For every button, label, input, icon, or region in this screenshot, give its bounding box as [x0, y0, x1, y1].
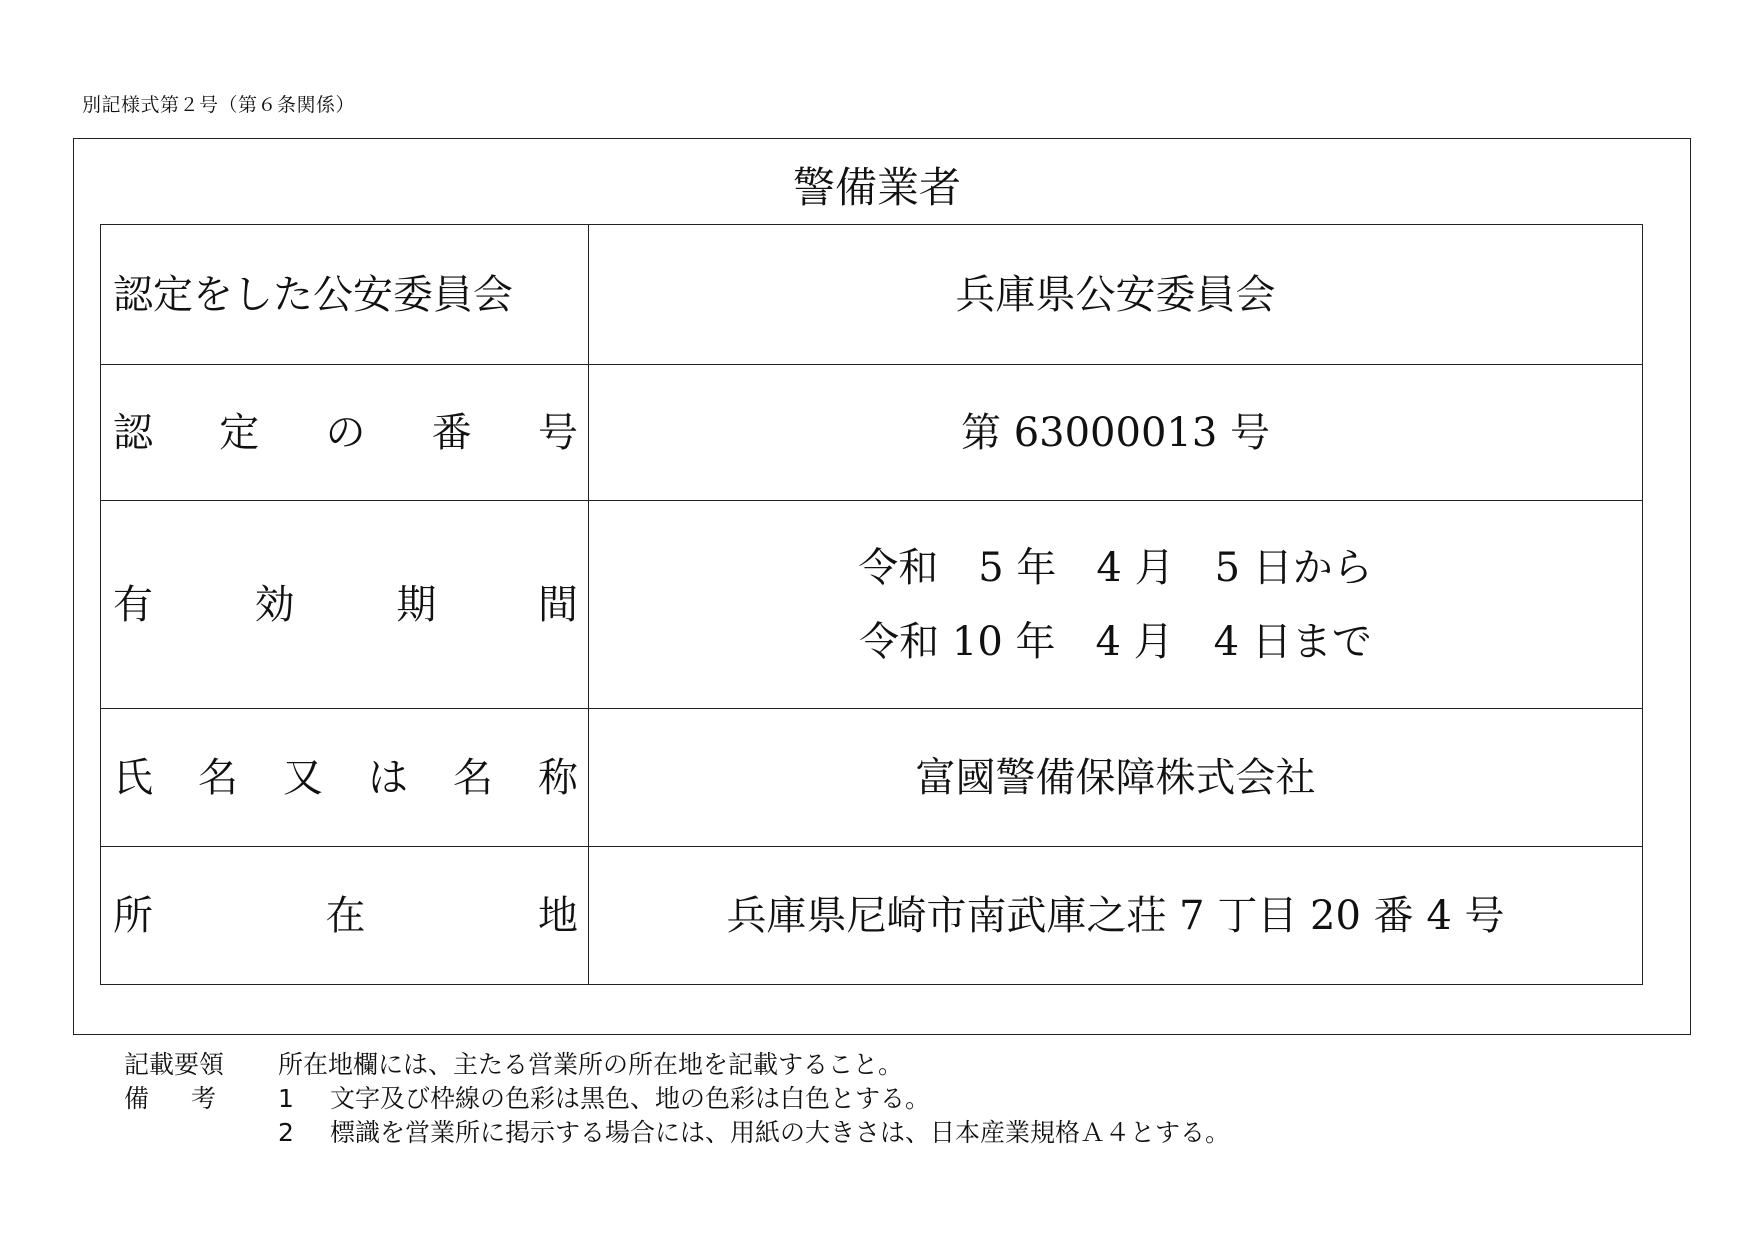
label-char: 地 — [538, 892, 578, 939]
form-number: 別記様式第２号（第６条関係） — [82, 94, 356, 116]
table-row-commission — [101, 225, 1643, 365]
label-char: 効 — [254, 581, 295, 628]
label-commission-text: 認定をした公安委員会 — [113, 271, 513, 318]
sign-title: 警備業者 — [792, 163, 961, 212]
remarks-heading — [124, 1082, 216, 1116]
label-char: 有 — [113, 581, 153, 628]
table-row-cert-number — [101, 365, 1643, 501]
label-char: 期 — [396, 581, 437, 628]
label-char: 番 — [431, 409, 472, 456]
remark-number: 2 — [278, 1118, 294, 1147]
remarks-heading-char: 考 — [190, 1084, 216, 1113]
label-char: は — [368, 754, 408, 801]
remarks-heading-char: 備 — [124, 1084, 150, 1113]
remark-indent — [124, 1116, 278, 1150]
remark-text: 文字及び枠線の色彩は黒色、地の色彩は白色とする。 — [330, 1084, 931, 1113]
value-cert-number: 第 63000013 号 — [589, 365, 1643, 501]
value-commission: 兵庫県公安委員会 — [589, 225, 1643, 365]
instructions-text: 所在地欄には、主たる営業所の所在地を記載すること。 — [278, 1050, 904, 1079]
label-name — [101, 709, 589, 847]
instructions-heading: 記載要領 — [124, 1050, 225, 1079]
notes — [124, 1048, 1230, 1150]
value-validity — [589, 501, 1643, 709]
label-char: 間 — [537, 581, 578, 628]
label-char: 所 — [113, 892, 153, 939]
remark-row-1 — [124, 1082, 1230, 1116]
table-row-validity — [101, 501, 1643, 709]
label-validity — [101, 501, 589, 709]
label-char: 号 — [538, 409, 578, 456]
label-char: の — [325, 409, 366, 456]
label-cert-number — [101, 365, 589, 501]
remark-text: 標識を営業所に掲示する場合には、用紙の大きさは、日本産業規格Ａ４とする。 — [330, 1118, 1231, 1147]
label-char: 又 — [283, 754, 323, 801]
table-row-name — [101, 709, 1643, 847]
label-char: 氏 — [113, 754, 153, 801]
validity-start: 令和 5 年 4 月 5 日から — [858, 544, 1373, 591]
validity-end: 令和 10 年 4 月 4 日まで — [859, 618, 1372, 665]
remark-number: 1 — [278, 1084, 294, 1113]
label-char: 認 — [113, 409, 153, 456]
label-commission — [101, 225, 589, 365]
label-char: 在 — [325, 892, 366, 939]
table-row-address — [101, 847, 1643, 985]
label-char: 名 — [198, 754, 238, 801]
value-name: 富國警備保障株式会社 — [589, 709, 1643, 847]
sign-table — [100, 224, 1643, 985]
value-address: 兵庫県尼崎市南武庫之荘 7 丁目 20 番 4 号 — [589, 847, 1643, 985]
label-char: 名 — [453, 754, 493, 801]
label-address — [101, 847, 589, 985]
label-char: 称 — [538, 754, 578, 801]
instructions-row — [124, 1048, 1230, 1082]
remark-row-2 — [124, 1116, 1230, 1150]
label-char: 定 — [219, 409, 260, 456]
